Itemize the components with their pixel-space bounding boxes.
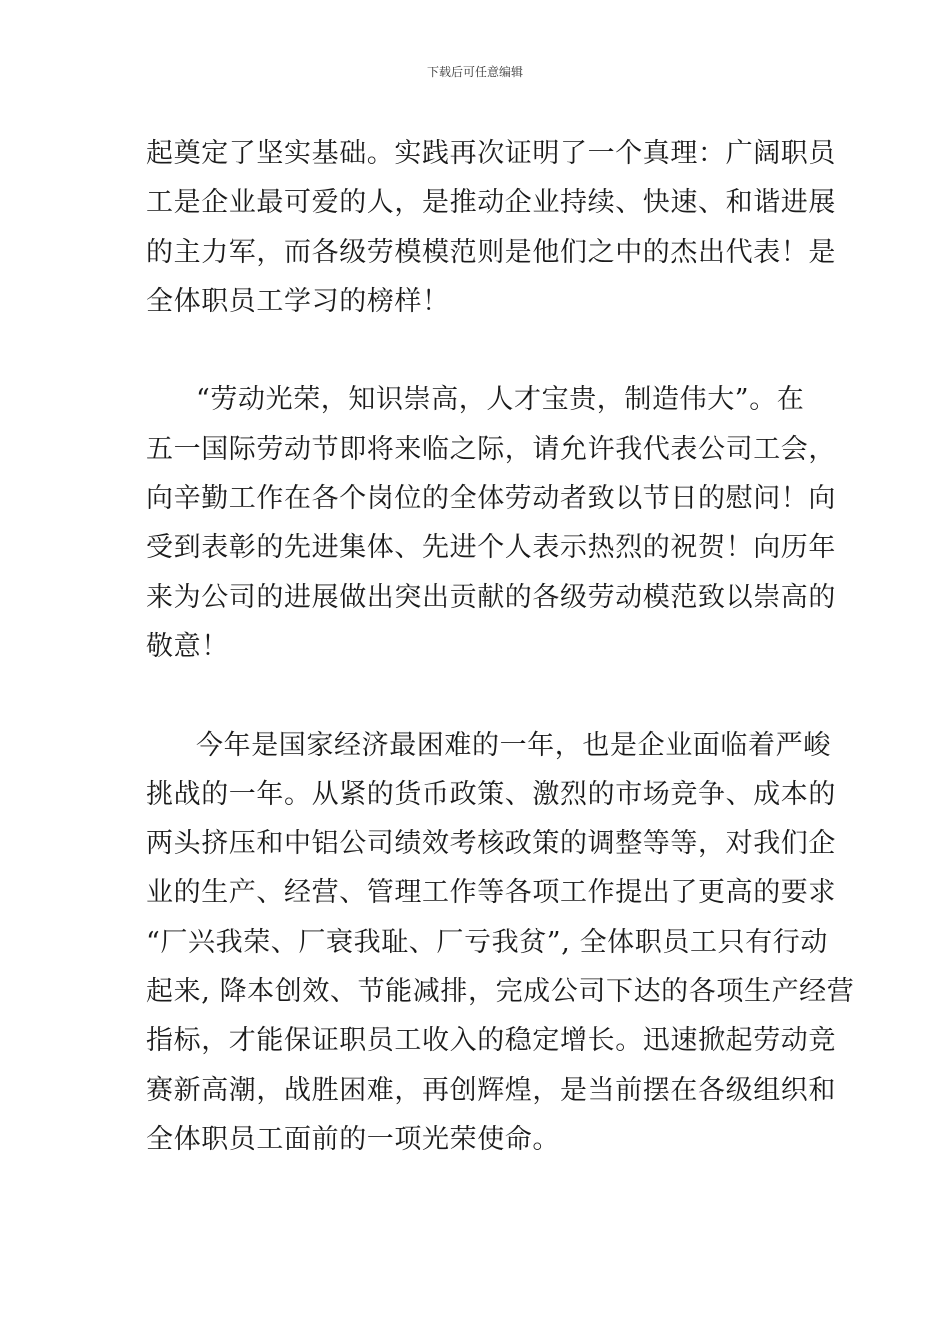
text-line: 起奠定了坚实基础。实践再次证明了一个真理：广阔职员 (146, 138, 836, 169)
text-line: 向辛勤工作在各个岗位的全体劳动者致以节日的慰问！向 (146, 483, 836, 515)
page-header: 下载后可任意编辑 (426, 65, 523, 79)
text-line: 全体职员工学习的榜样！ (146, 285, 450, 317)
text-line: 的主力军，而各级劳模模范则是他们之中的杰出代表！是 (146, 236, 836, 268)
text-line: 指标，才能保证职员工收入的稳定增长。迅速掀起劳动竞 (146, 1025, 836, 1057)
document-body (146, 129, 855, 1164)
text-line: 全体职员工面前的一项光荣使命。 (146, 1123, 560, 1155)
text-line: 赛新高潮，战胜困难，再创辉煌，是当前摆在各级组织和 (146, 1074, 836, 1106)
paragraph (146, 375, 836, 671)
text-line: 起来, 降本创效、节能减排，完成公司下达的各项生产经营 (146, 976, 855, 1008)
text-line: 五一国际劳动节即将来临之际，请允许我代表公司工会， (146, 433, 836, 465)
text-line: 两头挤压和中铝公司绩效考核政策的调整等等，对我们企 (146, 828, 836, 860)
text-line: 今年是国家经济最困难的一年，也是企业面临着严峻 (196, 729, 831, 761)
text-line: 挑战的一年。从紧的货币政策、激烈的市场竞争、成本的 (146, 778, 836, 810)
text-line: 敬意！ (146, 630, 229, 662)
text-line: “厂兴我荣、厂衰我耻、厂亏我贫”, 全体职员工只有行动 (146, 926, 828, 958)
text-line: 业的生产、经营、管理工作等各项工作提出了更高的要求 (146, 877, 836, 909)
text-line: 工是企业最可爱的人，是推动企业持续、快速、和谐进展 (146, 187, 836, 219)
text-line: 受到表彰的先进集体、先进个人表示热烈的祝贺！向历年 (146, 532, 836, 564)
paragraph (146, 721, 855, 1165)
text-line: 来为公司的进展做出突出贡献的各级劳动模范致以崇高的 (146, 581, 836, 613)
paragraph (146, 129, 836, 326)
text-line: “劳动光荣，知识崇高，人才宝贵，制造伟大”。在 (196, 384, 805, 416)
paragraph-gap (146, 671, 806, 720)
paragraph-gap (146, 326, 806, 375)
